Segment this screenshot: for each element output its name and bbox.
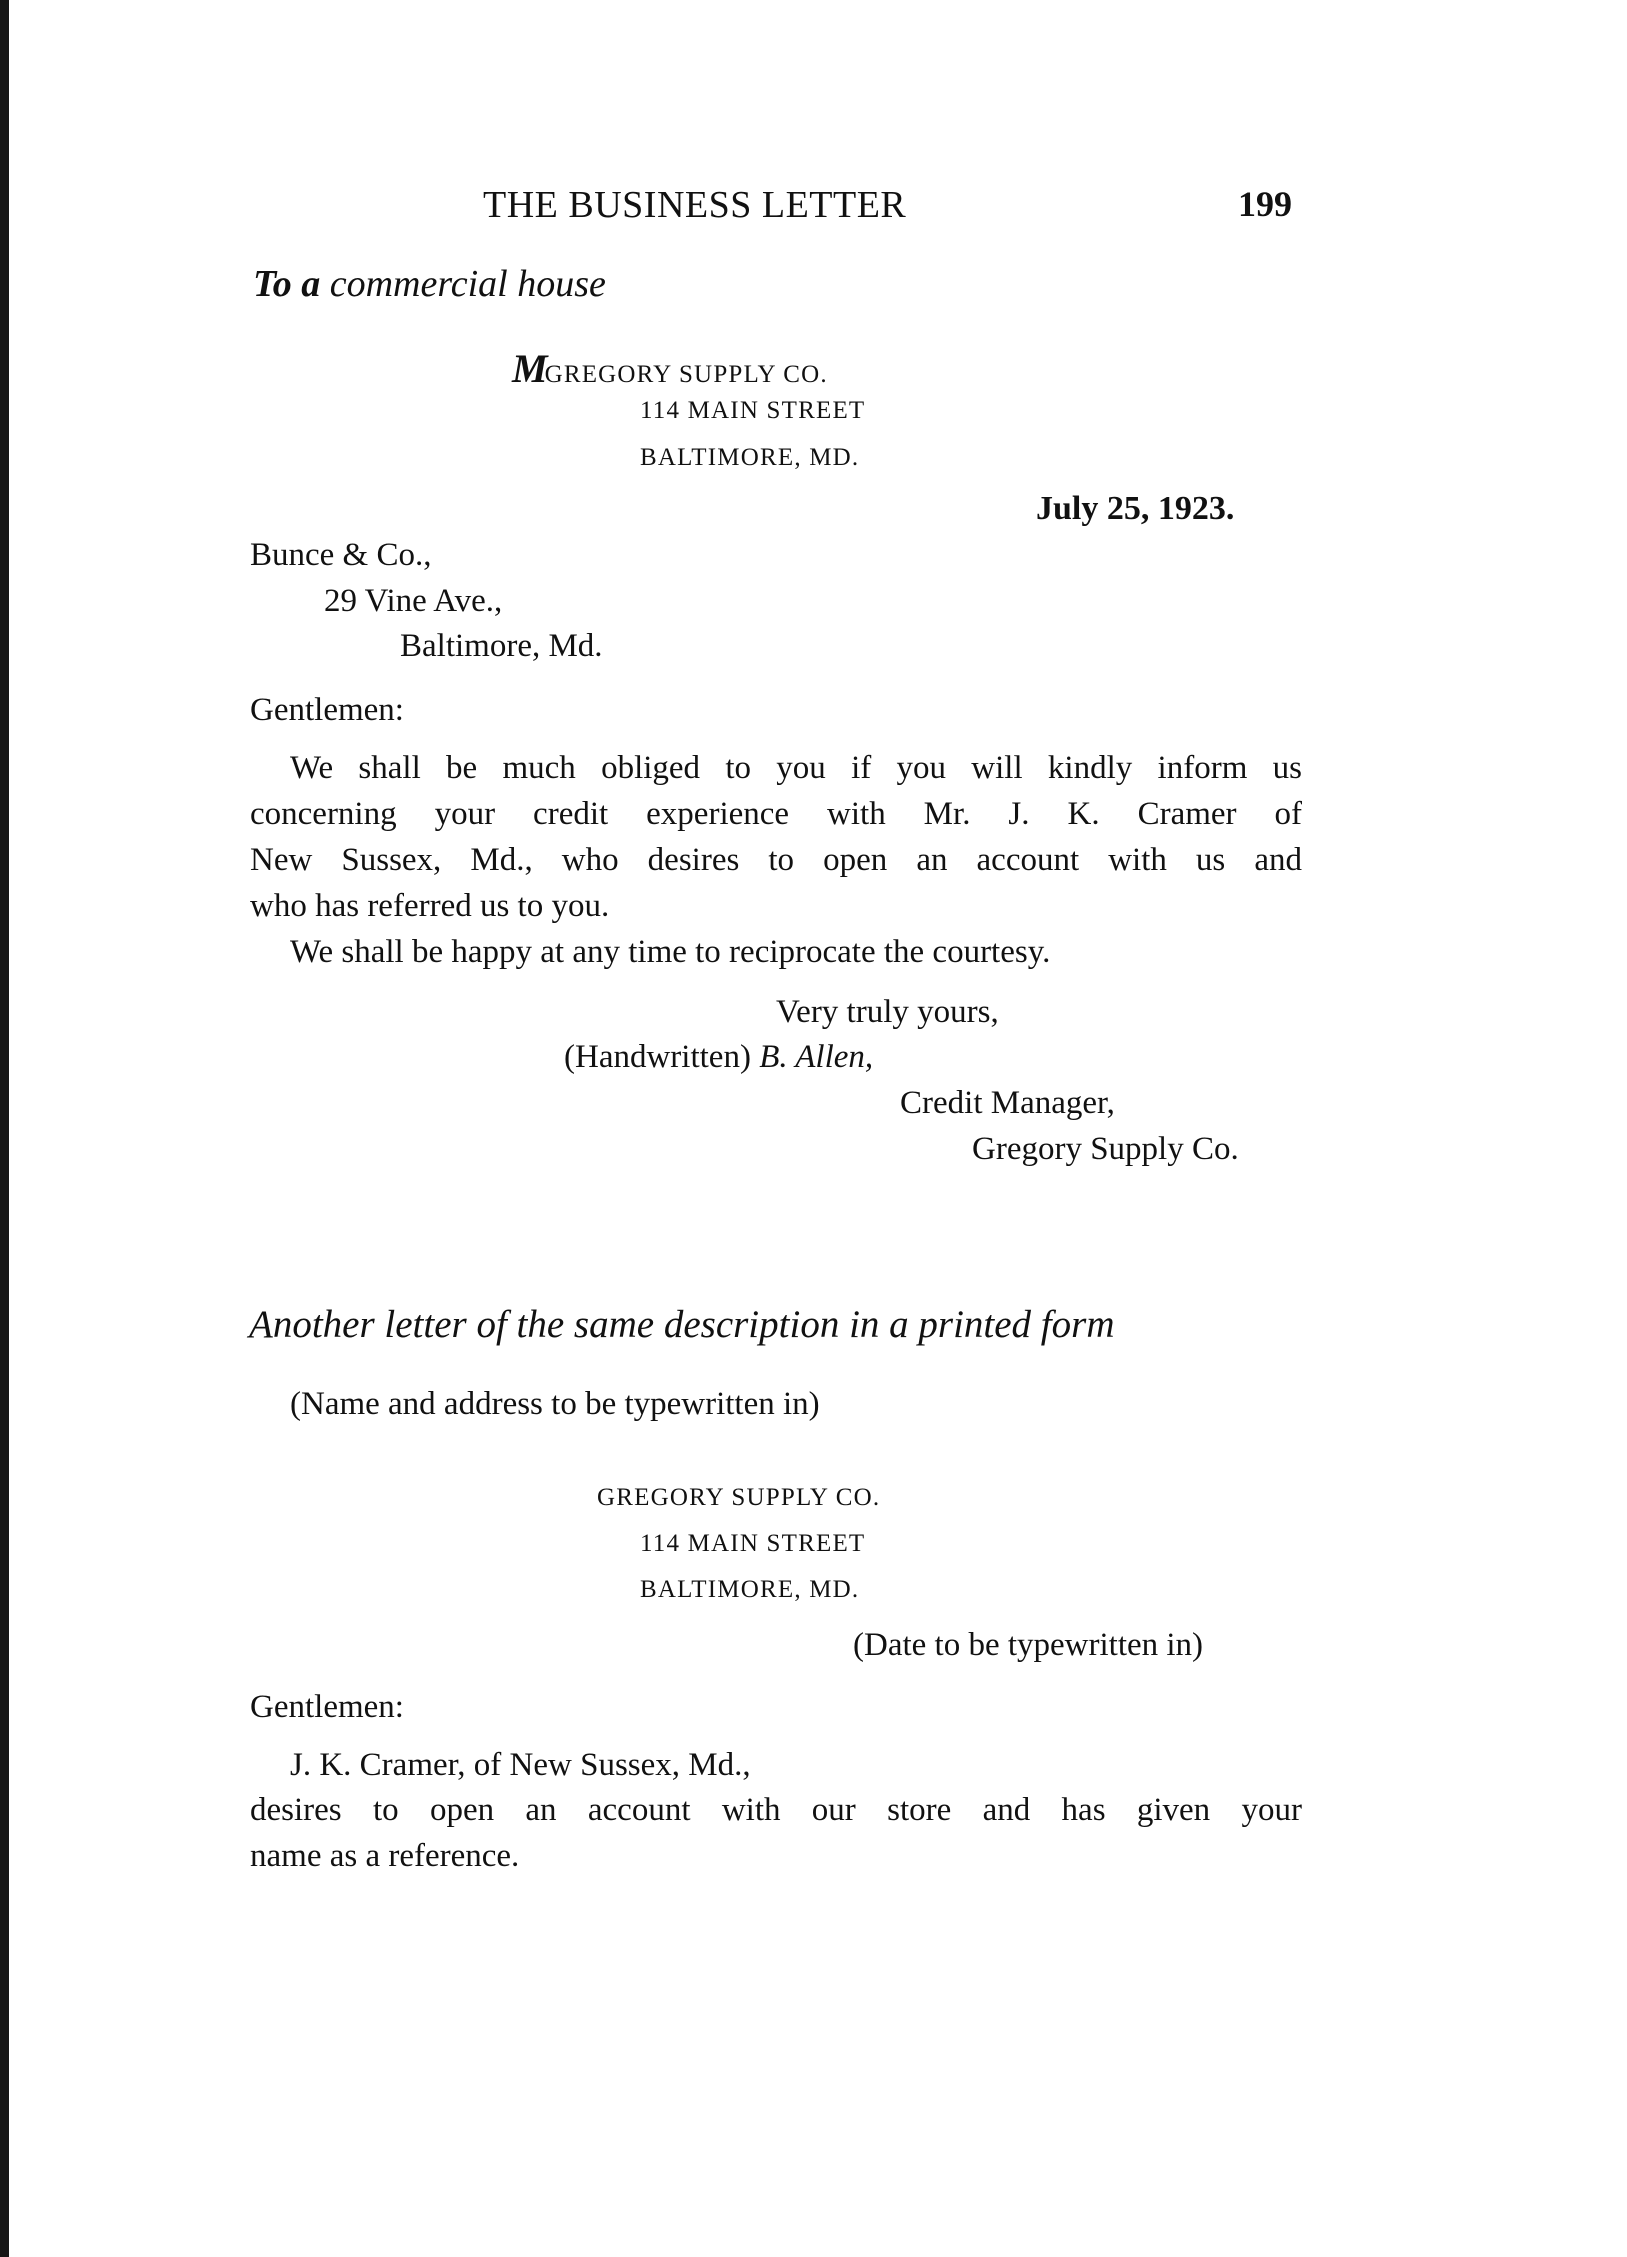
form-line-2: desires to open an account with our store and has given your xyxy=(250,1792,1302,1828)
letterhead-logo-mark: M xyxy=(512,346,545,391)
letterhead-company-name: GREGORY SUPPLY CO. xyxy=(544,361,828,388)
salutation-1: Gentlemen: xyxy=(250,692,404,728)
form-line-3: name as a reference. xyxy=(250,1838,520,1874)
body-line-1: We shall be much obliged to you if you will kindly inform us xyxy=(290,750,1302,786)
signature-name: B. Allen, xyxy=(759,1039,874,1075)
letterhead2-street: 114 MAIN STREET xyxy=(640,1530,866,1557)
letterhead-city: BALTIMORE, MD. xyxy=(640,444,860,471)
heading-part-2: commercial house xyxy=(329,263,606,305)
signer-title: Credit Manager, xyxy=(900,1085,1115,1121)
body-para-2: We shall be happy at any time to reciprocate the courtesy. xyxy=(290,934,1051,970)
letterhead2-company: GREGORY SUPPLY CO. xyxy=(597,1484,881,1511)
signature-line xyxy=(564,1034,873,1080)
form-line-1: J. K. Cramer, of New Sussex, Md., xyxy=(290,1747,751,1783)
body-line-3: New Sussex, Md., who desires to open an account with us and xyxy=(250,842,1302,878)
letterhead2-city: BALTIMORE, MD. xyxy=(640,1576,860,1603)
page-number: 199 xyxy=(1238,184,1292,224)
address-line-1: Bunce & Co., xyxy=(250,537,432,573)
running-head-title: THE BUSINESS LETTER xyxy=(483,184,907,226)
closing: Very truly yours, xyxy=(776,994,999,1030)
body-line-4: who has referred us to you. xyxy=(250,888,610,924)
typewritten-note: (Name and address to be typewritten in) xyxy=(290,1386,820,1422)
body-line-2: concerning your credit experience with Mr. J. K. Cramer of xyxy=(250,796,1302,832)
letterhead-company xyxy=(512,345,828,392)
signer-company: Gregory Supply Co. xyxy=(972,1131,1239,1167)
heading-part-1: To a xyxy=(253,263,321,305)
letter-date: July 25, 1923. xyxy=(1036,490,1235,527)
section-heading-printed-form: Another letter of the same description in a printed form xyxy=(249,1303,1115,1346)
date-note xyxy=(853,1622,1203,1668)
letterhead-street: 114 MAIN STREET xyxy=(640,397,866,424)
date-note-text: (Date to be typewritten in) xyxy=(853,1627,1204,1663)
address-line-2: 29 Vine Ave., xyxy=(324,583,503,619)
section-heading-commercial-house xyxy=(253,262,606,306)
page-binding-edge xyxy=(0,0,9,2257)
address-line-3: Baltimore, Md. xyxy=(400,628,603,664)
salutation-2: Gentlemen: xyxy=(250,1689,404,1725)
signature-prefix: (Handwritten) xyxy=(564,1039,751,1075)
